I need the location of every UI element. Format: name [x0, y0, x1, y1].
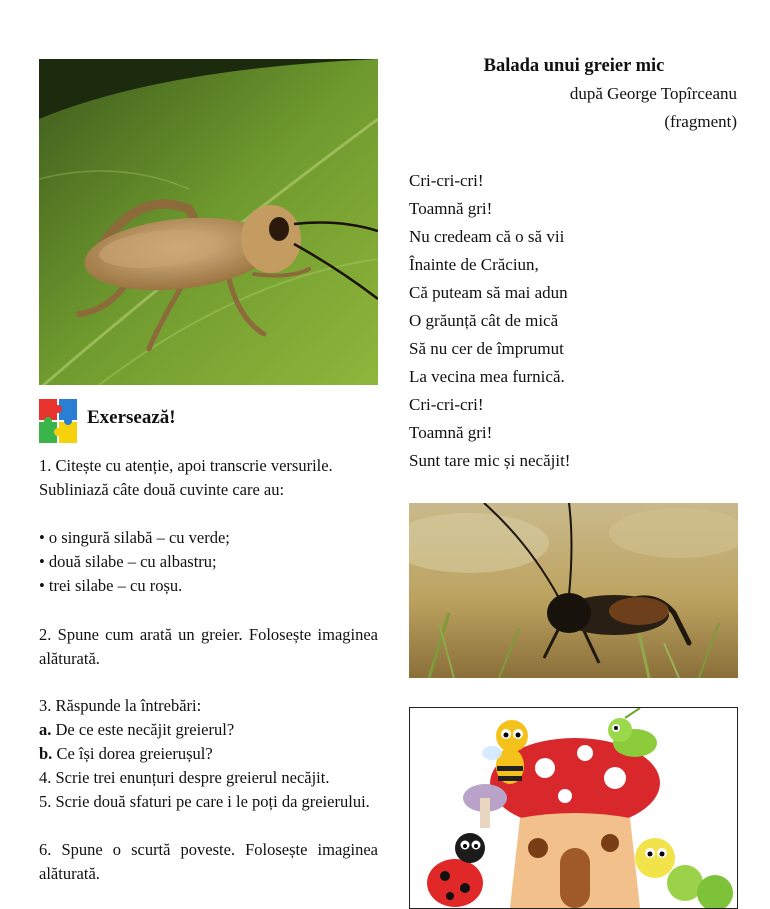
exercise-item-3: 3. Răspunde la întrebări:: [39, 696, 202, 715]
poem-line: Toamnă gri!: [409, 199, 493, 218]
poem-line: Cri-cri-cri!: [409, 171, 484, 190]
question-a-text: De ce este necăjit greierul?: [51, 720, 235, 739]
poem-line: O grăunță cât de mică: [409, 311, 559, 330]
cricket-on-leaf-photo: [39, 59, 378, 385]
poem-verses: [409, 167, 570, 475]
poem-line: Cri-cri-cri!: [409, 395, 484, 414]
poem-note: (fragment): [664, 112, 737, 131]
exercise-item-6: 6. Spune o scurtă poveste. Folosește imaginea alăturată.: [39, 840, 378, 883]
poem-line: Înainte de Crăciun,: [409, 255, 539, 274]
black-cricket-photo: [409, 503, 738, 678]
exercise-item-5: 5. Scrie două sfaturi pe care i le poți da greierului.: [39, 792, 370, 811]
bullet-two-syllables: • două silabe – cu albastru;: [39, 552, 217, 571]
poem-line: Sunt tare mic și necăjit!: [409, 451, 571, 470]
bullet-one-syllable: • o singură silabă – cu verde;: [39, 528, 230, 547]
question-b: [39, 742, 378, 766]
poem-line: Nu credeam că o să vii: [409, 227, 565, 246]
poem-title: Balada unui greier mic: [483, 56, 665, 76]
puzzle-icon: [39, 399, 77, 443]
poem-line: Că puteam să mai adun: [409, 283, 568, 302]
question-b-label: b.: [39, 744, 53, 763]
poem-line: Toamnă gri!: [409, 423, 493, 442]
poem-line: La vecina mea furnică.: [409, 367, 565, 386]
poem-author: după George Topîrceanu: [569, 84, 737, 103]
poem-line: Să nu cer de împrumut: [409, 339, 564, 358]
question-a: [39, 718, 378, 742]
cartoon-illustration-frame: [409, 707, 738, 909]
exercise-title: Exersează!: [87, 407, 176, 428]
exercise-item-1-line-1: 1. Citește cu atenție, apoi transcrie versurile.: [39, 456, 333, 475]
exercise-item-4: 4. Scrie trei enunțuri despre greierul necăjit.: [39, 768, 330, 787]
exercise-item-2: 2. Spune cum arată un greier. Folosește imaginea alăturată.: [39, 625, 378, 668]
question-a-label: a.: [39, 720, 52, 739]
exercise-item-1-line-2: Subliniază câte două cuvinte care au:: [39, 480, 285, 499]
bullet-three-syllables: • trei silabe – cu roșu.: [39, 576, 183, 595]
question-b-text: Ce își dorea greierușul?: [52, 744, 213, 763]
